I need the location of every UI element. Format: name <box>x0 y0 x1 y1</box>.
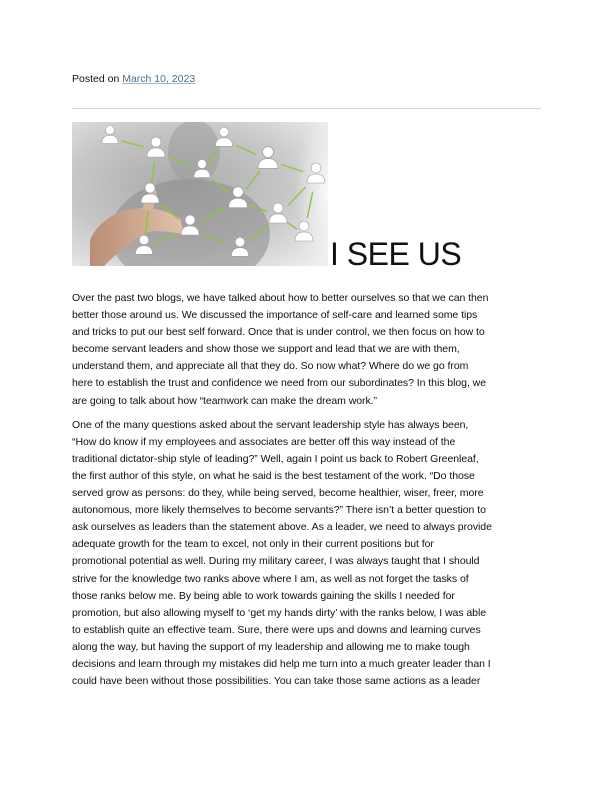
text-line: to establish quite an effective team. Sure, there were ups and downs and learning curves <box>72 623 481 636</box>
text-line: promotion, but also allowing myself to ‘get my hands dirty’ with the ranks below, I was able <box>72 606 487 619</box>
text-line: along the way, but having the support of my leadership and allowing me to make tough <box>72 640 470 653</box>
text-line: and tricks to put our best self forward. Once that is under control, we then focus on how to <box>72 326 485 339</box>
text-line: here to establish the trust and confidence we need from our subordinates? In this blog, we <box>72 377 487 390</box>
text-line: are going to talk about how “teamwork can make the dream work.” <box>72 394 377 407</box>
post-date-link[interactable]: March 10, 2023 <box>122 73 196 85</box>
paragraph-1 <box>72 290 540 410</box>
text-line: served grow as persons: do they, while being served, become healthier, wiser, freer, more <box>72 487 484 500</box>
text-line: decisions and learn through my mistakes did help me turn into a much greater leader than I <box>72 657 491 670</box>
text-line: strive for the knowledge two ranks above where I am, as well as not forget the tasks of <box>72 572 469 585</box>
text-line: “How do know if my employees and associates are better off this way instead of the <box>72 435 456 448</box>
article-body <box>72 290 540 697</box>
text-line: autonomous, more likely themselves to become servants?” There isn’t a better question to <box>72 504 486 517</box>
divider <box>72 108 541 109</box>
text-line: promotional potential as well. During my military career, I was always taught that I should <box>72 555 480 568</box>
posted-on-label: Posted on <box>72 73 123 85</box>
text-line: One of the many questions asked about the servant leadership style has always been, <box>72 418 469 431</box>
text-line: adequate growth for the team to excel, not only in their current positions but for <box>72 538 434 551</box>
network-of-people-icon <box>72 122 328 266</box>
text-line: traditional dictator-ship style of leading?” Well, again I point us back to Robert Greenleaf, <box>72 452 479 465</box>
text-line: become servant leaders and show those we support and lead that we are with them, <box>72 343 460 356</box>
text-line: the first author of this style, on what he said is the best testament of the work. “Do those <box>72 469 475 482</box>
text-line: could have been without those possibilities. You can take those same actions as a leader <box>72 675 481 688</box>
text-line: those ranks below me. By being able to work towards gaining the skills I needed for <box>72 589 455 602</box>
paragraph-2 <box>72 417 540 691</box>
article-title: I SEE US <box>330 236 462 272</box>
text-line: understand them, and appreciate all that they do. So now what? Where do we go from <box>72 360 469 373</box>
text-line: ask ourselves as leaders than the statement above. As a leader, we need to always provide <box>72 521 492 534</box>
text-line: Over the past two blogs, we have talked about how to better ourselves so that we can then <box>72 292 489 304</box>
text-line: better those around us. We discussed the importance of self-care and learned some tips <box>72 309 478 322</box>
featured-image <box>72 122 328 266</box>
post-meta <box>72 72 195 86</box>
